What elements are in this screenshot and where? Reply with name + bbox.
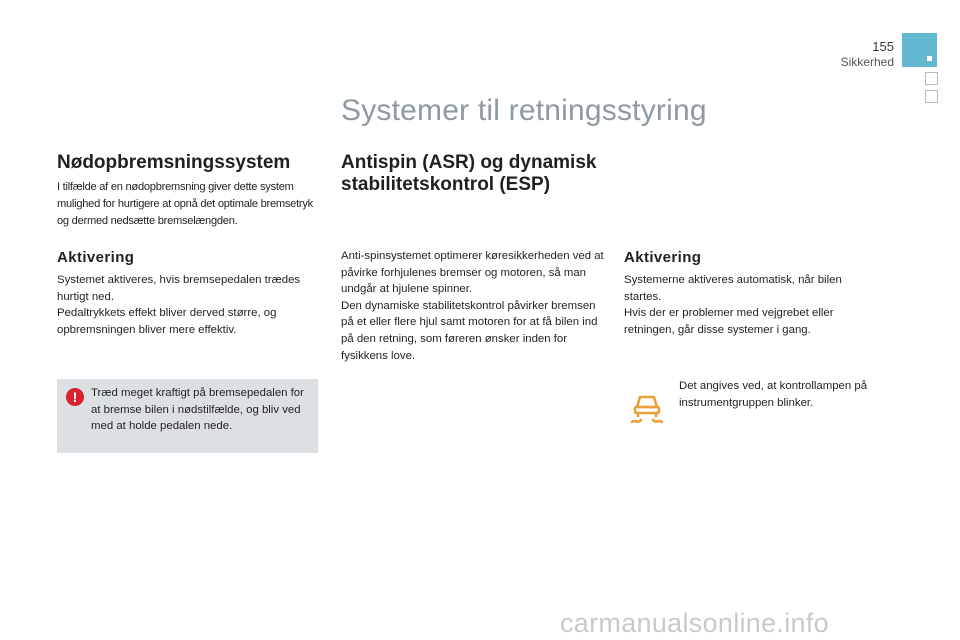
emergency-braking-intro: I tilfælde af en nødopbremsning giver dette system mulighed for hurtigere at opnå det optimale bremsetryk og dermed nedsætte bremselængden. <box>57 181 313 227</box>
section-tab <box>925 72 938 85</box>
asr-esp-text: Anti-spinsystemet optimerer køresikkerheden ved at påvirke forhjulenes bremser og motoren, så man undgår at hjulene spinner. Den dynamiske stabilitetskontrol påvirker bremsen på et eller flere hjul samt motoren for at få bilen ind på den retning, som føreren ønsker inden for fysikkens love. <box>341 250 604 362</box>
section-name: Sikkerhed <box>840 55 894 69</box>
heading-asr-esp: Antispin (ASR) og dynamisk stabilitetskontrol (ESP) <box>341 152 597 195</box>
heading-activation-right: Aktivering <box>624 249 702 266</box>
watermark: carmanualsonline.info <box>560 608 829 638</box>
page-title: Systemer til retningsstyring <box>341 94 707 127</box>
page-number: 155 <box>872 39 894 54</box>
warning-text: Træd meget kraftigt på bremsepedalen for at bremse bilen i nødstilfælde, og bliv ved med at holde pedalen nede. <box>91 387 304 433</box>
tab-marker <box>927 56 932 61</box>
exclamation-icon: ! <box>66 388 84 406</box>
indicator-text: Det angives ved, at kontrollampen på instrumentgruppen blinker. <box>679 380 868 409</box>
activation-text-left: Systemet aktiveres, hvis bremsepedalen trædes hurtigt ned. Pedaltrykkets effekt bliver derved større, og opbremsningen bliver mere effektiv. <box>57 274 301 336</box>
section-tab <box>925 90 938 103</box>
section-tab-active <box>902 33 937 67</box>
activation-text-right: Systemerne aktiveres automatisk, når bilen startes. Hvis der er problemer med vejgrebet eller retningen, går disse systemer i gang. <box>624 274 842 336</box>
warning-box <box>57 379 318 453</box>
esp-warning-lamp-icon <box>629 388 665 424</box>
heading-emergency-braking: Nødopbremsningssystem <box>57 152 291 173</box>
heading-activation-left: Aktivering <box>57 249 135 266</box>
